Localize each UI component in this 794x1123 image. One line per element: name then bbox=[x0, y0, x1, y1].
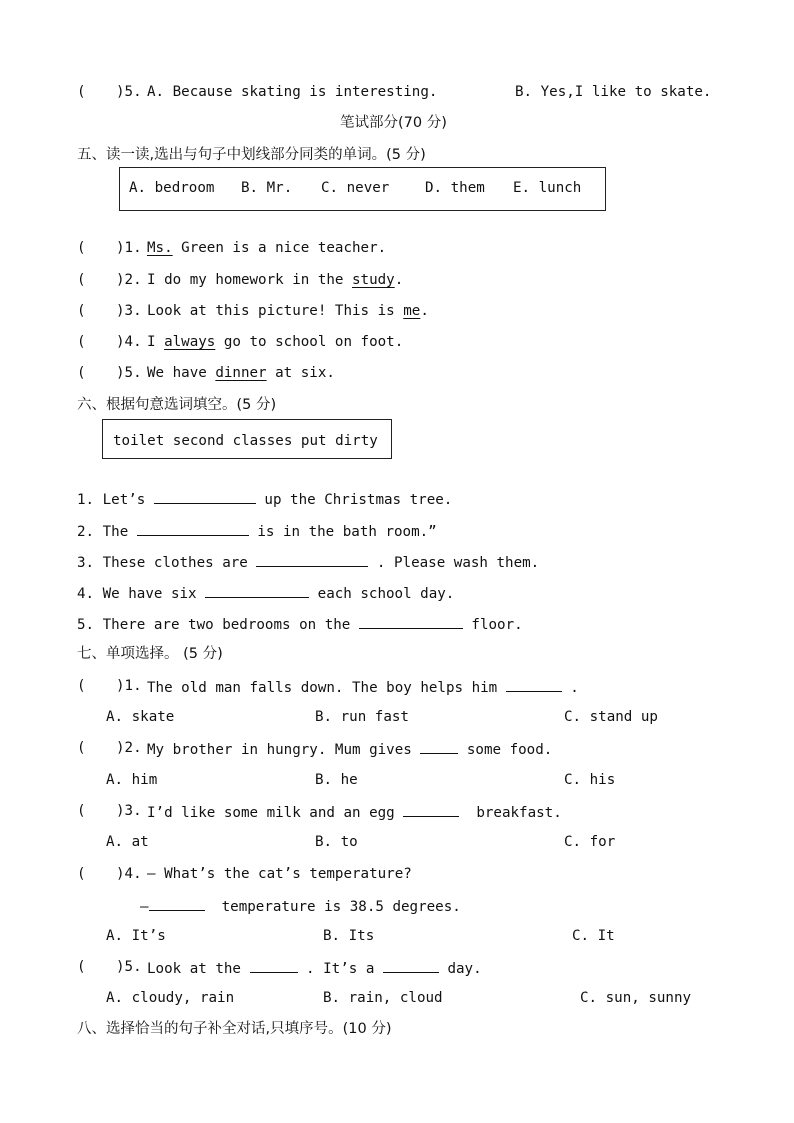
answer-blank[interactable] bbox=[154, 489, 256, 504]
underlined-word: Ms. bbox=[147, 240, 173, 256]
question-number: )5. bbox=[116, 959, 142, 975]
option-a: A. bedroom bbox=[129, 180, 215, 196]
option-c: C. stand up bbox=[564, 709, 658, 725]
option-a: A. at bbox=[106, 834, 149, 850]
answer-blank[interactable] bbox=[383, 958, 439, 973]
underlined-word: dinner bbox=[215, 365, 267, 381]
paren-open: ( bbox=[77, 803, 86, 819]
paren-open: ( bbox=[77, 334, 86, 350]
question-number: )2. bbox=[116, 740, 142, 756]
answer-blank[interactable] bbox=[403, 802, 459, 817]
paren-open: ( bbox=[77, 84, 86, 100]
written-part-title: 笔试部分(70 分) bbox=[340, 115, 447, 131]
question-text: I’d like some milk and an egg breakfast. bbox=[147, 802, 562, 822]
option-c: C. It bbox=[572, 928, 615, 944]
question-text: The old man falls down. The boy helps him . bbox=[147, 677, 579, 697]
fill-blank-sentence: 2. The is in the bath room.” bbox=[77, 521, 437, 541]
underlined-word: me bbox=[403, 303, 421, 319]
question-number: )1. bbox=[116, 240, 142, 256]
paren-open: ( bbox=[77, 303, 86, 319]
sentence: Ms. Green is a nice teacher. bbox=[147, 240, 387, 256]
option-c: C. his bbox=[564, 772, 616, 788]
section-five-title: 五、读一读,选出与句子中划线部分同类的单词。(5 分) bbox=[77, 147, 426, 163]
paren-open: ( bbox=[77, 272, 86, 288]
section-six-title: 六、根据句意选词填空。(5 分) bbox=[77, 397, 277, 413]
fill-blank-sentence: 4. We have six each school day. bbox=[77, 583, 454, 603]
option-b: B. to bbox=[315, 834, 358, 850]
paren-open: ( bbox=[77, 678, 86, 694]
paren-open: ( bbox=[77, 866, 86, 882]
option-a: A. cloudy, rain bbox=[106, 990, 235, 1006]
question-text: My brother in hungry. Mum gives some food. bbox=[147, 739, 552, 759]
paren-open: ( bbox=[77, 740, 86, 756]
option-b: B. Mr. bbox=[241, 180, 293, 196]
underlined-word: always bbox=[164, 334, 216, 350]
section-seven-title: 七、单项选择。 (5 分) bbox=[77, 646, 223, 662]
question-text: — What’s the cat’s temperature? bbox=[147, 866, 412, 882]
question-number: )5. bbox=[116, 365, 142, 381]
option-b: B. Yes,I like to skate. bbox=[515, 84, 712, 100]
option-a: A. him bbox=[106, 772, 158, 788]
question-number: )3. bbox=[116, 803, 142, 819]
underlined-word: study bbox=[352, 272, 395, 288]
option-a: A. Because skating is interesting. bbox=[147, 84, 438, 100]
sentence: Look at this picture! This is me. bbox=[147, 303, 429, 319]
section-eight-title: 八、选择恰当的句子补全对话,只填序号。(10 分) bbox=[77, 1021, 392, 1037]
option-c: C. for bbox=[564, 834, 616, 850]
question-text: Look at the . It’s a day. bbox=[147, 958, 482, 978]
question-number: )1. bbox=[116, 678, 142, 694]
paren-open: ( bbox=[77, 240, 86, 256]
option-e: E. lunch bbox=[513, 180, 582, 196]
sentence: I always go to school on foot. bbox=[147, 334, 404, 350]
answer-blank[interactable] bbox=[137, 521, 249, 536]
option-c: C. never bbox=[321, 180, 390, 196]
word-bank-text: toilet second classes put dirty bbox=[113, 433, 378, 449]
option-c: C. sun, sunny bbox=[580, 990, 692, 1006]
option-a: A. skate bbox=[106, 709, 175, 725]
option-b: B. he bbox=[315, 772, 358, 788]
answer-blank[interactable] bbox=[149, 896, 205, 911]
sentence: I do my homework in the study. bbox=[147, 272, 404, 288]
option-d: D. them bbox=[425, 180, 485, 196]
question-number: )2. bbox=[116, 272, 142, 288]
fill-blank-sentence: 5. There are two bedrooms on the floor. bbox=[77, 614, 523, 634]
answer-blank[interactable] bbox=[250, 958, 298, 973]
answer-blank[interactable] bbox=[205, 583, 309, 598]
paren-open: ( bbox=[77, 365, 86, 381]
option-b: B. run fast bbox=[315, 709, 409, 725]
fill-blank-sentence: 1. Let’s up the Christmas tree. bbox=[77, 489, 452, 509]
sentence: We have dinner at six. bbox=[147, 365, 335, 381]
option-b: B. Its bbox=[323, 928, 375, 944]
option-b: B. rain, cloud bbox=[323, 990, 443, 1006]
question-number: )4. bbox=[116, 866, 142, 882]
answer-blank[interactable] bbox=[256, 552, 368, 567]
question-number: )3. bbox=[116, 303, 142, 319]
answer-line: — temperature is 38.5 degrees. bbox=[140, 896, 461, 916]
question-number: )4. bbox=[116, 334, 142, 350]
answer-blank[interactable] bbox=[359, 614, 463, 629]
answer-blank[interactable] bbox=[506, 677, 562, 692]
option-a: A. It’s bbox=[106, 928, 166, 944]
answer-blank[interactable] bbox=[420, 739, 458, 754]
fill-blank-sentence: 3. These clothes are . Please wash them. bbox=[77, 552, 539, 572]
question-number: )5. bbox=[116, 84, 142, 100]
paren-open: ( bbox=[77, 959, 86, 975]
